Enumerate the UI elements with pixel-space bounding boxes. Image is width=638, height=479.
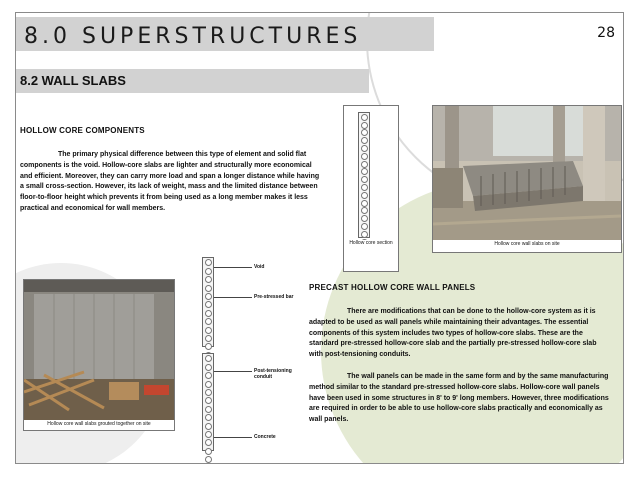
void-label: Void [254, 264, 265, 270]
title-bar [16, 17, 434, 51]
precast-heading: PRECAST HOLLOW CORE WALL PANELS [309, 283, 476, 292]
site-photo-figure [432, 105, 622, 253]
hollow-core-paragraph: The primary physical difference between this type of element and solid flat components is the void. Hollow-core slabs are lighter and structurally more economical and efficient. Moreover, they can carry more load and span a longer distance while having a small cross-section. However, its lack of weight, mass and the limited distance between floor-to-floor height which prevents it from being used as a long member makes it less practical and economical for wall members. [20, 151, 320, 212]
post-tensioning-leader [214, 371, 252, 372]
grouted-photo-image [24, 280, 174, 420]
section-title: 8.2 WALL SLABS [20, 73, 126, 88]
concrete-leader [214, 437, 252, 438]
prestressed-slab-drawing [202, 257, 214, 347]
section-caption: Hollow core section [346, 240, 396, 246]
site-photo-image [433, 106, 621, 240]
grouted-photo-caption: Hollow core wall slabs grouted together on site [24, 421, 174, 427]
page-frame [15, 12, 624, 464]
precast-text [309, 307, 609, 426]
hollow-core-section-figure [343, 105, 399, 272]
hollow-core-text [20, 150, 320, 215]
section-bar [16, 69, 369, 93]
page-title: 8.0 SUPERSTRUCTURES [24, 24, 362, 49]
concrete-label: Concrete [254, 434, 276, 440]
hollow-core-section-drawing [358, 112, 370, 238]
page-number: 28 [597, 25, 615, 41]
slab-components-diagram [199, 249, 299, 459]
void-leader [214, 267, 252, 268]
hollow-core-heading: HOLLOW CORE COMPONENTS [20, 126, 145, 135]
prestressed-bar-leader [214, 297, 252, 298]
post-tensioned-slab-drawing [202, 353, 214, 451]
site-photo-caption: Hollow core wall slabs on site [433, 241, 621, 247]
post-tensioning-label: Post-tensioning conduit [254, 368, 292, 380]
precast-paragraph-2: The wall panels can be made in the same form and by the same manufacturing method similar to the standard pre-stressed hollow-core slabs. Hollow-core wall panels have been used in some structures in 8' to 9' long members. However, three modifications are required in order to be able to use hollow-core slabs practically and economically as wall panels. [309, 372, 609, 424]
precast-paragraph-1: There are modifications that can be done to the hollow-core system as it is adapted to be used as wall panels while maintaining their advantages. The essential components of this system includes two types of hollow-core slabs. These are the standard pre-stressed hollow-core slab and the partially pre-stressed hollow-core slab with post-tensioning conduits. [309, 308, 597, 359]
grouted-photo-figure [23, 279, 175, 431]
prestressed-bar-label: Pre-stressed bar [254, 294, 294, 300]
